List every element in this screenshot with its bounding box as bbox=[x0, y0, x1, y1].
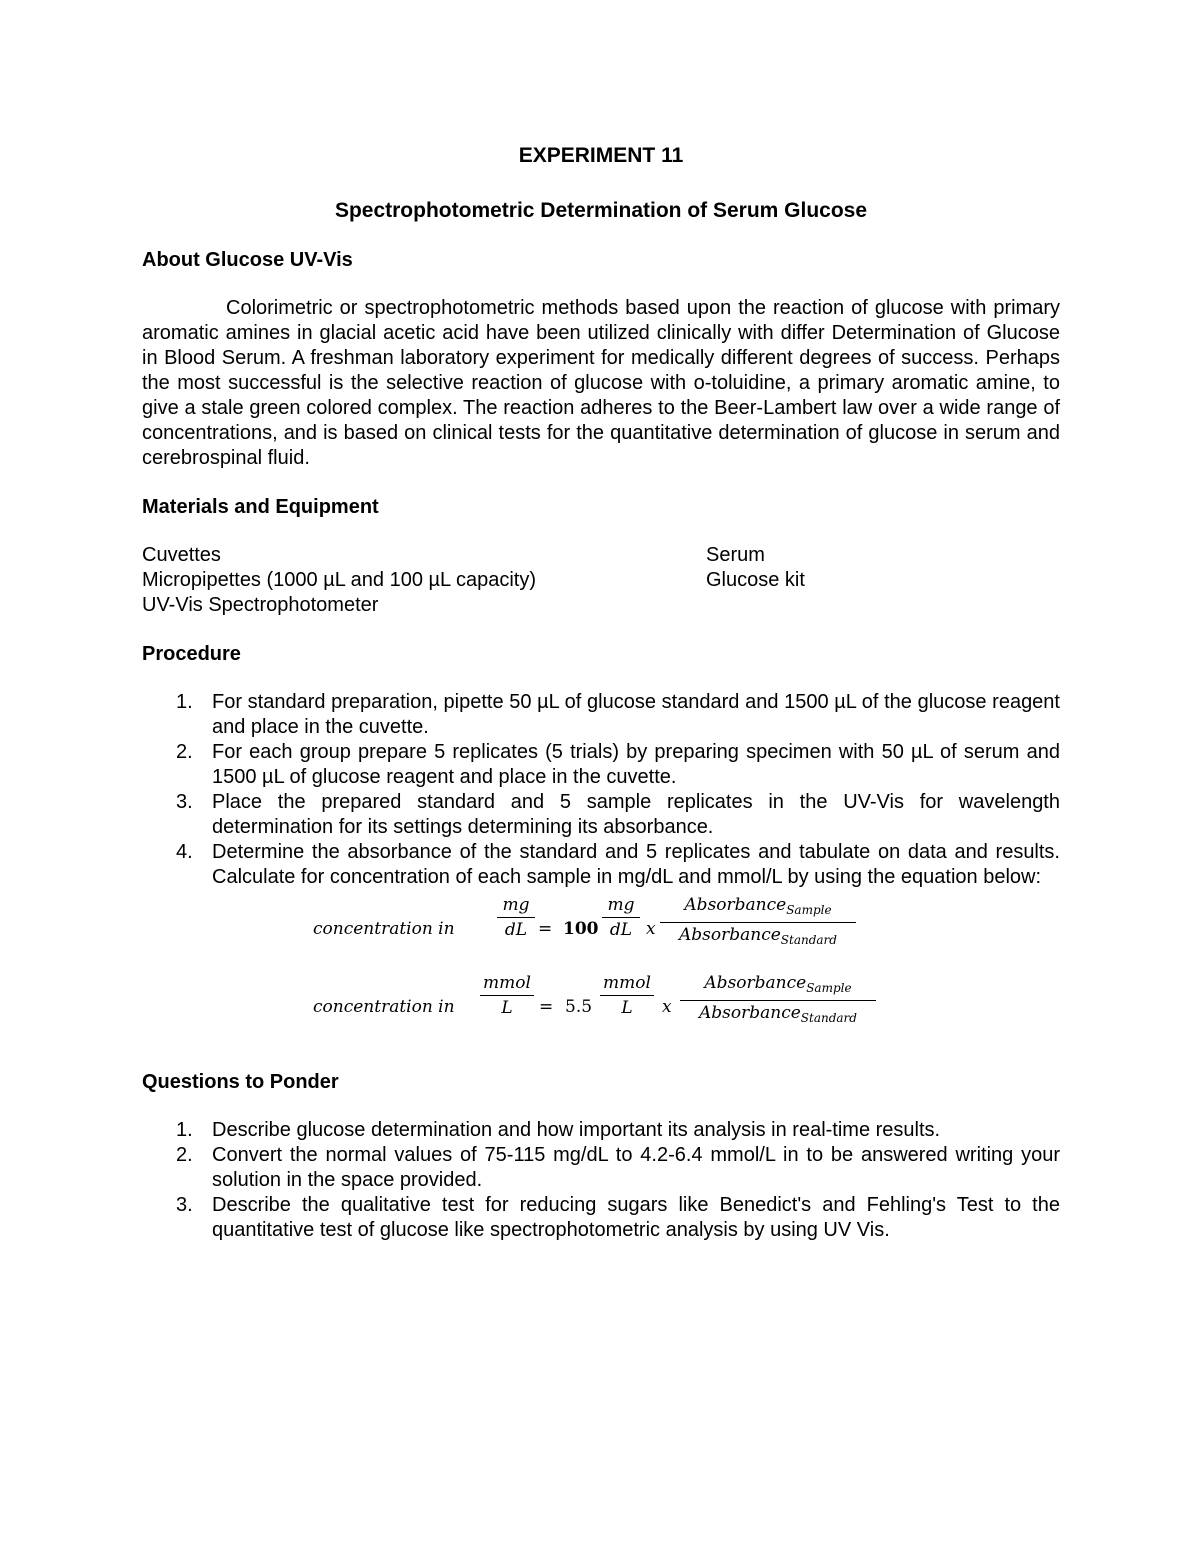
formula-absorbance-fraction bbox=[660, 894, 856, 952]
subscript-sample: Sample bbox=[786, 903, 832, 917]
section-heading-questions: Questions to Ponder bbox=[142, 1071, 339, 1093]
about-paragraph: Colorimetric or spectrophotometric methods based upon the reaction of glucose with primary aromatic amines in glacial acetic acid have been utilized clinically with differ Determination of Glucose in Blood Serum. A freshman laboratory experiment for medically different degrees of success. Perhaps the most successful is the selective reaction of glucose with o-toluidine, a primary aromatic amine, to give a stale green colored complex. The reaction adheres to the Beer-Lambert law over a wide range of concentrations, and is based on clinical tests for the quantitative determination of glucose in serum and cerebrospinal fluid. bbox=[142, 297, 1060, 469]
material-item: Micropipettes (1000 µL and 100 µL capacity) bbox=[142, 569, 537, 591]
formula-unit-fraction bbox=[602, 894, 640, 942]
formula-times: x bbox=[646, 919, 656, 939]
procedure-step bbox=[142, 840, 1060, 890]
formula-unit-fraction bbox=[497, 894, 535, 942]
unit-numerator: mmol bbox=[600, 972, 654, 996]
question-number: 3. bbox=[176, 1194, 193, 1216]
material-item: Glucose kit bbox=[706, 569, 805, 591]
question-number: 2. bbox=[176, 1144, 193, 1166]
question-item bbox=[142, 1118, 1060, 1143]
subscript-standard: Standard bbox=[800, 1011, 857, 1025]
formula-mmol-l bbox=[142, 970, 1060, 1044]
question-item bbox=[142, 1193, 1060, 1243]
material-item: Serum bbox=[706, 544, 765, 566]
section-heading-materials: Materials and Equipment bbox=[142, 496, 379, 518]
materials-list bbox=[142, 543, 1060, 618]
question-text: Describe the qualitative test for reducing sugars like Benedict's and Fehling's Test to the quantitative test of glucose like spectrophotometric analysis by using UV Vis. bbox=[212, 1194, 1060, 1241]
step-number: 3. bbox=[176, 791, 193, 813]
procedure-step bbox=[142, 690, 1060, 740]
document-subtitle: Spectrophotometric Determination of Serum Glucose bbox=[334, 199, 868, 222]
unit-denominator: L bbox=[501, 998, 513, 1018]
absorbance-word: Absorbance bbox=[699, 1003, 801, 1023]
question-text: Convert the normal values of 75-115 mg/dL to 4.2-6.4 mmol/L in to be answered writing your solution in the space provided. bbox=[212, 1144, 1060, 1191]
section-heading-about: About Glucose UV-Vis bbox=[142, 249, 353, 271]
unit-numerator: mg bbox=[602, 894, 640, 918]
step-number: 4. bbox=[176, 841, 193, 863]
absorbance-word: Absorbance bbox=[684, 895, 787, 915]
formula-equals: = bbox=[539, 997, 554, 1017]
question-text: Describe glucose determination and how important its analysis in real-time results. bbox=[212, 1119, 941, 1141]
document-title: EXPERIMENT 11 bbox=[518, 144, 684, 167]
formula-lhs-text: concentration in bbox=[313, 919, 455, 939]
absorbance-sample bbox=[680, 972, 876, 1001]
procedure-list bbox=[142, 690, 1060, 890]
step-text: For each group prepare 5 replicates (5 trials) by preparing specimen with 50 µL of serum and 1500 µL of glucose reagent and place in the cuvette. bbox=[212, 741, 1060, 788]
absorbance-standard bbox=[680, 1001, 876, 1030]
formula-factor: 5.5 bbox=[565, 997, 593, 1017]
step-number: 2. bbox=[176, 741, 193, 763]
formula-factor: 100 bbox=[563, 919, 599, 939]
procedure-step bbox=[142, 790, 1060, 840]
step-text: Determine the absorbance of the standard and 5 replicates and tabulate on data and results. Calculate for concentration of each sample in mg/dL and mmol/L by using the equation below: bbox=[212, 841, 1060, 888]
materials-right-column bbox=[706, 543, 1060, 618]
question-number: 1. bbox=[176, 1119, 193, 1141]
formula-lhs-text: concentration in bbox=[313, 997, 455, 1017]
material-item: UV-Vis Spectrophotometer bbox=[142, 594, 379, 616]
subscript-sample: Sample bbox=[806, 981, 852, 995]
unit-denominator: dL bbox=[609, 920, 633, 940]
absorbance-sample bbox=[660, 894, 856, 923]
document-content bbox=[142, 143, 1060, 1243]
formula-unit-fraction bbox=[480, 972, 534, 1020]
absorbance-word: Absorbance bbox=[679, 925, 781, 945]
formula-unit-fraction bbox=[600, 972, 654, 1020]
material-item: Cuvettes bbox=[142, 544, 221, 566]
unit-denominator: L bbox=[621, 998, 633, 1018]
formula-times: x bbox=[662, 997, 672, 1017]
absorbance-word: Absorbance bbox=[704, 973, 807, 993]
formula-mg-dl bbox=[142, 892, 1060, 966]
questions-list bbox=[142, 1118, 1060, 1243]
subscript-standard: Standard bbox=[780, 933, 837, 947]
section-heading-procedure: Procedure bbox=[142, 643, 241, 665]
step-number: 1. bbox=[176, 691, 193, 713]
unit-numerator: mg bbox=[497, 894, 535, 918]
absorbance-standard bbox=[660, 923, 856, 952]
unit-denominator: dL bbox=[504, 920, 528, 940]
materials-left-column bbox=[142, 543, 706, 618]
formula-absorbance-fraction bbox=[680, 972, 876, 1030]
formula-equals: = bbox=[538, 919, 553, 939]
step-text: Place the prepared standard and 5 sample replicates in the UV-Vis for wavelength determination for its settings determining its absorbance. bbox=[212, 791, 1060, 838]
unit-numerator: mmol bbox=[480, 972, 534, 996]
step-text: For standard preparation, pipette 50 µL of glucose standard and 1500 µL of the glucose reagent and place in the cuvette. bbox=[212, 691, 1060, 738]
question-item bbox=[142, 1143, 1060, 1193]
procedure-step bbox=[142, 740, 1060, 790]
